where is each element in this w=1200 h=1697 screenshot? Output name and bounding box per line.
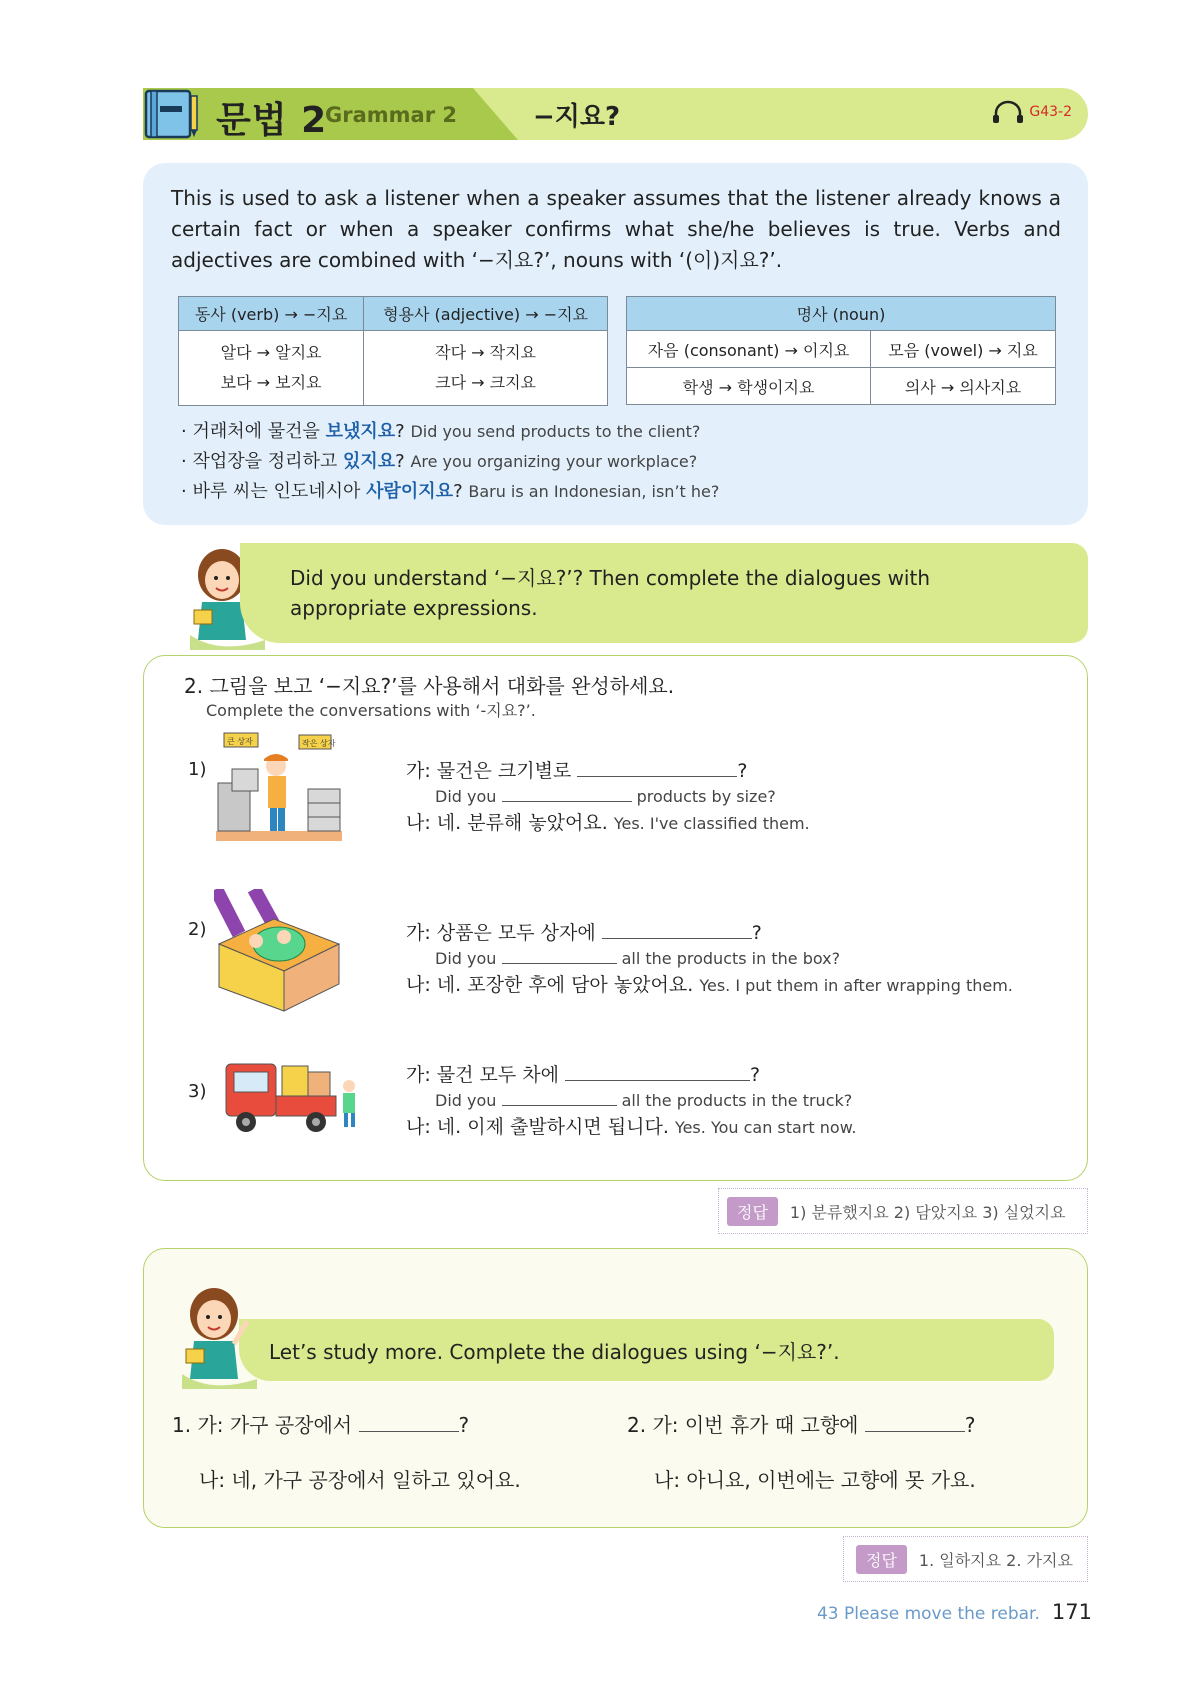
vowel-rule: 모음 (vowel) → 지요 (871, 331, 1056, 368)
picture-sign-large: 큰 상자 (227, 737, 253, 746)
answer-badge: 정답 (727, 1197, 778, 1226)
question-mark: ? (737, 760, 748, 782)
grammar-pattern: −지요? (533, 102, 621, 132)
grammar-subtitle: Grammar 2 (325, 103, 457, 127)
consonant-example: 학생 → 학생이지요 (627, 368, 871, 405)
packing-box-picture (214, 889, 344, 1014)
example-punct: ? (395, 421, 411, 442)
explanation-box (143, 163, 1088, 525)
dialogue-1 (406, 756, 1046, 835)
exercise-title: 2. 그림을 보고 ‘−지요?’를 사용해서 대화를 완성하세요. (184, 674, 675, 698)
verb-example: 보다 → 보지요 (220, 373, 322, 392)
practice-answer-2: 나: 아니요, 이번에는 고향에 못 가요. (654, 1468, 976, 1492)
verb-example: 알다 → 알지요 (220, 343, 322, 362)
english-blank (502, 784, 632, 802)
answer-badge: 정답 (856, 1545, 907, 1574)
prompt-text: Did you understand ‘−지요?’? Then complete the dialogues with appropriate expressions. (290, 566, 931, 620)
question-mark: ? (458, 1413, 470, 1437)
adjective-example: 작다 → 작지요 (435, 343, 536, 362)
exercise-subtitle: Complete the conversations with ‘-지요?’. (206, 701, 536, 720)
dialogue-answer-english: Yes. I've classified them. (613, 814, 810, 833)
practice-question-2 (627, 1409, 975, 1438)
dialogue-question: 가: 물건 모두 차에 (406, 1064, 559, 1086)
teacher-illustration (172, 1279, 262, 1389)
example-english: Baru is an Indonesian, isn’t he? (468, 482, 720, 501)
answer-blank[interactable] (565, 1063, 750, 1081)
item-number: 2) (188, 919, 207, 940)
dialogue-question: 가: 물건은 크기별로 (406, 760, 572, 782)
dialogue-english-start: Did you (435, 949, 497, 968)
sorting-boxes-picture (214, 731, 344, 841)
dialogue-answer-english: Yes. I put them in after wrapping them. (699, 976, 1013, 995)
grammar-header (143, 88, 1088, 140)
example-sentence (181, 447, 697, 473)
dialogue-answer-english: Yes. You can start now. (674, 1118, 857, 1137)
question-mark: ? (751, 922, 762, 944)
item-number: 1) (188, 759, 207, 780)
example-korean: · 작업장을 정리하고 (181, 451, 343, 472)
verb-cell (179, 331, 364, 406)
dialogue-english-end: all the products in the truck? (621, 1091, 853, 1110)
book-icon (143, 88, 199, 140)
dialogue-question: 가: 상품은 모두 상자에 (406, 922, 596, 944)
item-number: 3) (188, 1081, 207, 1102)
dialogue-english-start: Did you (435, 787, 497, 806)
example-punct: ? (453, 481, 469, 502)
practice-question: 2. 가: 이번 휴가 때 고향에 (627, 1413, 859, 1437)
grammar-title: 문법 2 (216, 100, 328, 141)
consonant-rule: 자음 (consonant) → 이지요 (627, 331, 871, 368)
dialogue-english-end: products by size? (636, 787, 776, 806)
dialogue-2 (406, 918, 1046, 997)
picture-sign-small: 작은 상자 (302, 739, 336, 748)
audio-code: G43-2 (1029, 104, 1072, 120)
more-practice-bar (239, 1319, 1054, 1381)
noun-table (626, 296, 1056, 405)
page-number: 171 (1051, 1600, 1092, 1624)
more-practice-text: Let’s study more. Complete the dialogues using ‘−지요?’. (269, 1340, 840, 1364)
example-english: Did you send products to the client? (410, 422, 701, 441)
verb-header: 동사 (verb) → −지요 (179, 297, 364, 331)
answer-key (718, 1188, 1088, 1234)
dialogue-3 (406, 1060, 1046, 1139)
adjective-header: 형용사 (adjective) → −지요 (364, 297, 608, 331)
example-sentence (181, 417, 700, 443)
answer-blank[interactable] (865, 1414, 965, 1432)
dialogue-english-start: Did you (435, 1091, 497, 1110)
headphones-icon (991, 100, 1025, 124)
example-korean: · 거래처에 물건을 (181, 421, 326, 442)
example-highlight: 사람이지요 (366, 481, 454, 502)
dialogue-answer: 나: 네. 포장한 후에 담아 놓았어요. (406, 974, 694, 996)
dialogue-answer: 나: 네. 이제 출발하시면 됩니다. (406, 1116, 669, 1138)
answer-blank[interactable] (359, 1414, 459, 1432)
example-highlight: 있지요 (343, 451, 396, 472)
english-blank (502, 946, 617, 964)
loading-truck-picture (224, 1056, 364, 1136)
noun-header: 명사 (noun) (627, 297, 1056, 331)
example-korean: · 바루 씨는 인도네시아 (181, 481, 367, 502)
exercise-box (143, 655, 1088, 1181)
example-english: Are you organizing your workplace? (410, 452, 698, 471)
question-mark: ? (964, 1413, 976, 1437)
practice-answer-1: 나: 네, 가구 공장에서 일하고 있어요. (199, 1468, 521, 1492)
dialogue-english-end: all the products in the box? (621, 949, 841, 968)
answer-text: 1. 일하지요 2. 가지요 (918, 1550, 1073, 1570)
chapter-title: 43 Please move the rebar. (816, 1604, 1040, 1624)
adjective-cell (364, 331, 608, 406)
question-mark: ? (750, 1064, 761, 1086)
practice-question: 1. 가: 가구 공장에서 (172, 1413, 353, 1437)
example-highlight: 보냈지요 (325, 421, 396, 442)
verb-adjective-table (178, 296, 608, 406)
understand-prompt (240, 543, 1088, 643)
dialogue-answer: 나: 네. 분류해 놓았어요. (406, 812, 608, 834)
example-punct: ? (395, 451, 411, 472)
audio-track[interactable] (991, 100, 1072, 124)
example-sentence (181, 477, 719, 503)
answer-blank[interactable] (602, 921, 752, 939)
practice-question-1 (172, 1409, 469, 1438)
answer-key (843, 1536, 1088, 1582)
more-practice-box (143, 1248, 1088, 1528)
answer-text: 1) 분류했지요 2) 담았지요 3) 실었지요 (789, 1202, 1066, 1222)
english-blank (502, 1088, 617, 1106)
explanation-text: This is used to ask a listener when a speaker assumes that the listener already knows a certain fact or when a speaker confirms what she/he believes is true. Verbs and adjectives are combined with ‘−지요?’, nouns with ‘(이)지요?’. (171, 186, 1061, 272)
page-footer (817, 1600, 1092, 1624)
answer-blank[interactable] (577, 759, 737, 777)
adjective-example: 크다 → 크지요 (435, 373, 536, 392)
vowel-example: 의사 → 의사지요 (871, 368, 1056, 405)
